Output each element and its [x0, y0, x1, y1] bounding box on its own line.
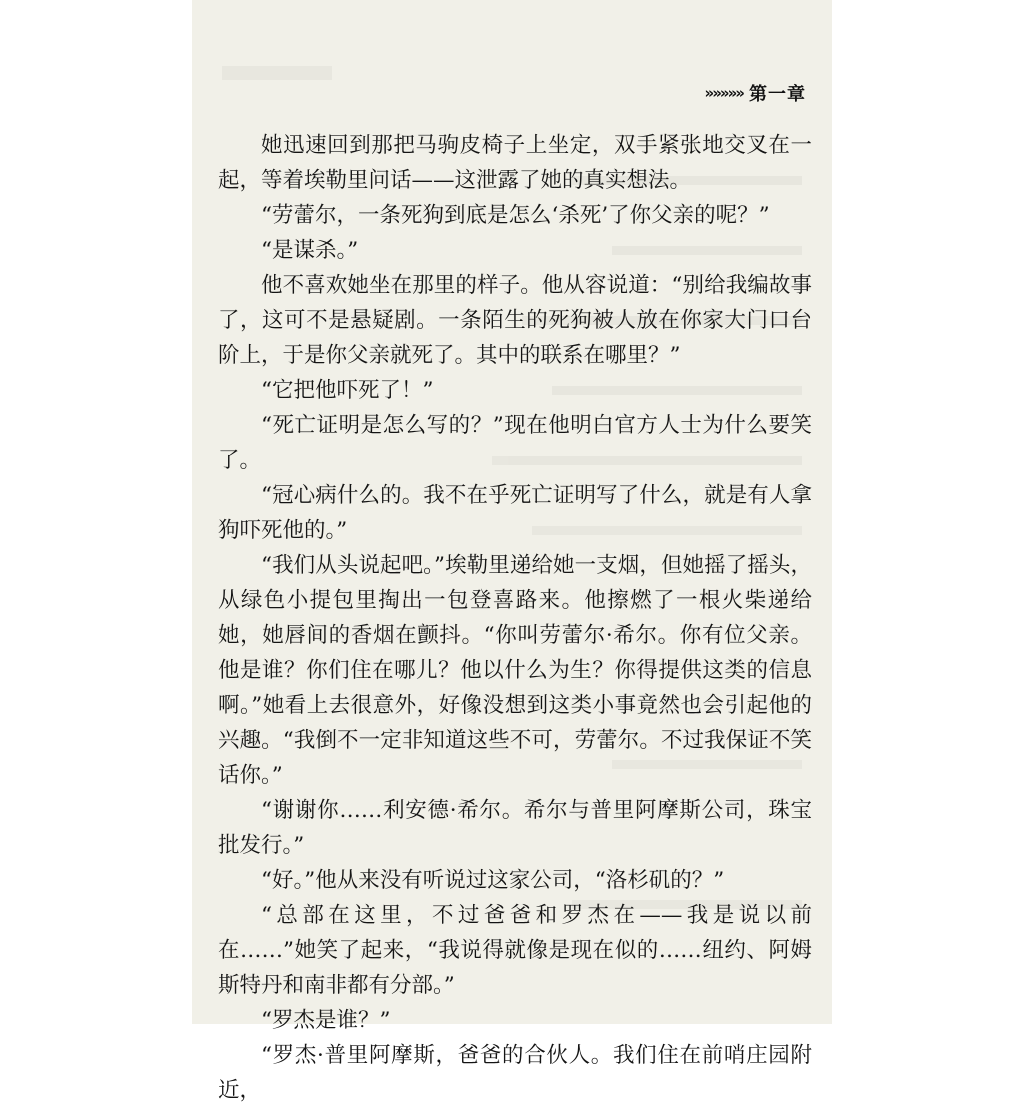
paragraph: “我们从头说起吧。”埃勒里递给她一支烟，但她摇了摇头，从绿色小提包里掏出一包登喜路来。他擦燃了一根火柴递给她，她唇间的香烟在颤抖。“你叫劳蕾尔·希尔。你有位父亲。他是谁？你们住在哪儿？他以什么为生？你得提供这类的信息啊。”她看上去很意外，好像没想到这类小事竟然也会引起他的兴趣。“我倒不一定非知道这些不可，劳蕾尔。不过我保证不笑话你。” [218, 553, 812, 788]
paragraph: “罗杰是谁？” [261, 1008, 391, 1033]
body-text [218, 128, 812, 1108]
chevron-arrows-icon: »»»»» [704, 84, 743, 102]
paragraph: “谢谢你……利安德·希尔。希尔与普里阿摩斯公司，珠宝批发行。” [218, 798, 812, 858]
paragraph: 他不喜欢她坐在那里的样子。他从容说道：“别给我编故事了，这可不是悬疑剧。一条陌生的死狗被人放在你家大门口台阶上，于是你父亲就死了。其中的联系在哪里？” [218, 273, 812, 368]
paragraph: “总部在这里，不过爸爸和罗杰在——我是说以前在……”她笑了起来，“我说得就像是现在似的……纽约、阿姆斯特丹和南非都有分部。” [218, 903, 812, 998]
paragraph: “是谋杀。” [261, 238, 359, 263]
paragraph: 她迅速回到那把马驹皮椅子上坐定，双手紧张地交叉在一起，等着埃勒里问话——这泄露了她的真实想法。 [218, 133, 812, 193]
book-page [192, 0, 832, 1103]
running-header [705, 78, 806, 108]
paragraph: “罗杰·普里阿摩斯，爸爸的合伙人。我们住在前哨庄园附近， [218, 1043, 812, 1103]
paragraph: “死亡证明是怎么写的？”现在他明白官方人士为什么要笑了。 [218, 413, 812, 473]
paragraph: “好。”他从来没有听说过这家公司，“洛杉矶的？” [261, 868, 725, 893]
chapter-title: 第一章 [749, 84, 806, 105]
paragraph: “劳蕾尔，一条死狗到底是怎么‘杀死’了你父亲的呢？” [261, 203, 770, 228]
paragraph: “它把他吓死了！” [261, 378, 434, 403]
paragraph: “冠心病什么的。我不在乎死亡证明写了什么，就是有人拿狗吓死他的。” [218, 483, 812, 543]
